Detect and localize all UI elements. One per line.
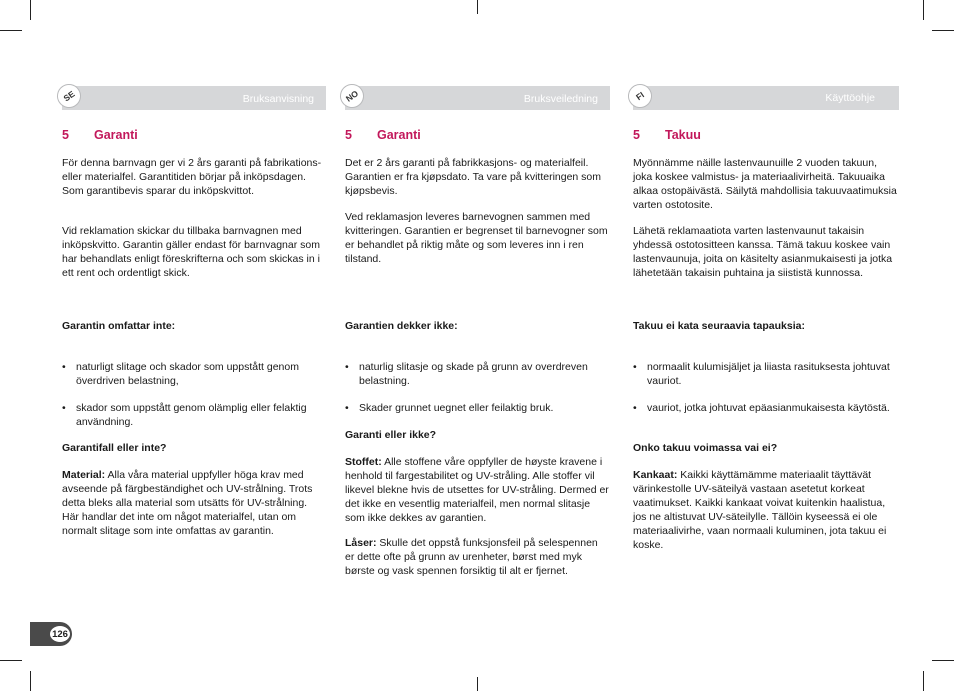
header-title: Bruksanvisning [242, 93, 314, 105]
bullet-icon: • [345, 361, 349, 373]
column-finnish [633, 86, 899, 551]
case-heading: Garantifall eller inte? [62, 442, 167, 454]
reclamation-paragraph: Lähetä reklamaatiota varten lastenvaunut takaisin yhdessä ostotositteen kanssa. Tämä takuu koskee vain lastenvaunuja, joita on käsitelty asianmukaisesti ja jotka lähetetään takaisin puhtaina ja siististä kunnossa. [633, 225, 893, 279]
bullet-item [62, 360, 326, 388]
crop-mark [477, 677, 478, 691]
bullet-item [633, 401, 897, 415]
reclamation-paragraph: Ved reklamasjon leveres barnevognen sammen med kvitteringen. Garantien er begrenset til barnevogner som er behandlet på riktig måte og som leveres inn i ren tilstand. [345, 211, 608, 265]
section-title [633, 128, 701, 142]
crop-mark [932, 30, 954, 31]
section-title-text: Garanti [377, 128, 421, 142]
bullet-icon: • [62, 361, 66, 373]
bullet-item [345, 401, 609, 415]
section-header-bar [633, 86, 899, 110]
crop-mark [30, 0, 31, 20]
intro-paragraph: För denna barnvagn ger vi 2 års garanti på fabrikations- eller materialfel. Garantitiden börjar på inköpsdagen. Som garantibevis sparar du inköpskvittot. [62, 157, 322, 197]
header-title: Käyttöohje [825, 92, 875, 104]
column-norwegian [343, 86, 611, 577]
lock-text: Skulle det oppstå funksjonsfeil på selespennen er dette ofte på grunn av urenheter, børst med myk børste og vask spennen forsiktig til alt er fjernet. [345, 537, 598, 577]
crop-mark [0, 30, 22, 31]
bullet-item [345, 360, 609, 388]
language-badge: NO [335, 79, 368, 112]
language-badge: SE [52, 79, 85, 112]
crop-mark [477, 0, 478, 14]
page-number: 126 [50, 626, 70, 642]
header-title: Bruksveiledning [523, 93, 598, 105]
material-paragraph [62, 468, 326, 538]
section-number: 5 [62, 128, 69, 142]
intro-paragraph: Det er 2 års garanti på fabrikkasjons- og materialfeil. Garantien er fra kjøpsdato. Ta vare på kvitteringen som kjøpsbevis. [345, 157, 602, 197]
crop-mark [0, 660, 22, 661]
section-title [62, 128, 138, 142]
crop-mark [923, 0, 924, 20]
bullet-icon: • [633, 361, 637, 373]
language-badge: FI [623, 79, 656, 112]
bullet-icon: • [345, 402, 349, 414]
lock-label: Låser: [345, 537, 377, 549]
crop-mark [932, 660, 954, 661]
fabric-paragraph [633, 468, 897, 552]
fabric-text: Kaikki käyttämämme materiaalit täyttävät värinkestolle UV-säteilyä vastaan asetetut korkeat vaatimukset. Kaikki kankaat voivat kuitenkin haalistua, jos ne altistuvat UV-säteilylle. Tällöin kyseessä ei ole materiaalivirhe, vaan normaali kuluminen, jota takuu ei koske. [633, 469, 887, 551]
section-title [345, 128, 421, 142]
fabric-text: Alle stoffene våre oppfyller de høyste kravene i henhold til fargestabilitet og UV-stråling. Alle stoffer vil likevel blekne hvis de utsettes for UV-stråling. Dermed er det ikke en vesentlig materialfeil, men normal slitasje som ikke dekkes av garantien. [345, 456, 609, 524]
not-covered-heading: Takuu ei kata seuraavia tapauksia: [633, 320, 805, 332]
case-heading: Onko takuu voimassa vai ei? [633, 442, 778, 454]
section-header-bar [345, 86, 610, 110]
bullet-text: naturlig slitasje og skade på grunn av overdreven belastning. [359, 361, 588, 387]
case-heading: Garanti eller ikke? [345, 429, 437, 441]
bullet-icon: • [62, 402, 66, 414]
lock-paragraph [345, 536, 609, 578]
column-swedish [61, 86, 328, 537]
not-covered-heading: Garantin omfattar inte: [62, 320, 176, 332]
fabric-label: Stoffet: [345, 456, 382, 468]
section-header-bar [62, 86, 326, 110]
crop-mark [30, 671, 31, 691]
section-number: 5 [633, 128, 640, 142]
fabric-paragraph [345, 455, 609, 525]
bullet-text: Skader grunnet uegnet eller feilaktig bruk. [359, 402, 554, 414]
bullet-item [633, 360, 897, 388]
crop-mark [923, 671, 924, 691]
material-text: Alla våra material uppfyller höga krav med avseende på färgbeständighet och UV-strålning. Trots detta bleks alla material som utsätts för UV-strålning. Här handlar det inte om något materialfel, utan om normalt slitage som inte omfattas av garantin. [62, 469, 313, 537]
bullet-icon: • [633, 402, 637, 414]
material-label: Material: [62, 469, 106, 481]
intro-paragraph: Myönnämme näille lastenvaunuille 2 vuoden takuun, joka koskee valmistus- ja materiaalivirheitä. Takuuaika alkaa ostopäivästä. Säilytä mahdollisia takuuvaatimuksia varten ostotosite. [633, 157, 897, 211]
not-covered-heading: Garantien dekker ikke: [345, 320, 458, 332]
section-title-text: Garanti [94, 128, 138, 142]
bullet-text: normaalit kulumisjäljet ja liiasta rasituksesta johtuvat vauriot. [647, 361, 890, 387]
bullet-text: vauriot, jotka johtuvat epäasianmukaisesta käytöstä. [647, 402, 890, 414]
fabric-label: Kankaat: [633, 469, 678, 481]
bullet-text: naturligt slitage och skador som uppstått genom överdriven belastning, [76, 361, 299, 387]
section-number: 5 [345, 128, 352, 142]
bullet-text: skador som uppstått genom olämplig eller felaktig användning. [76, 402, 307, 428]
bullet-item [62, 401, 326, 429]
reclamation-paragraph: Vid reklamation skickar du tillbaka barnvagnen med inköpskvitto. Garantin gäller endast för barnvagnar som har behandlats enligt föreskrifterna och som skickas in i ett rent och ordentligt skick. [62, 225, 320, 279]
section-title-text: Takuu [665, 128, 701, 142]
